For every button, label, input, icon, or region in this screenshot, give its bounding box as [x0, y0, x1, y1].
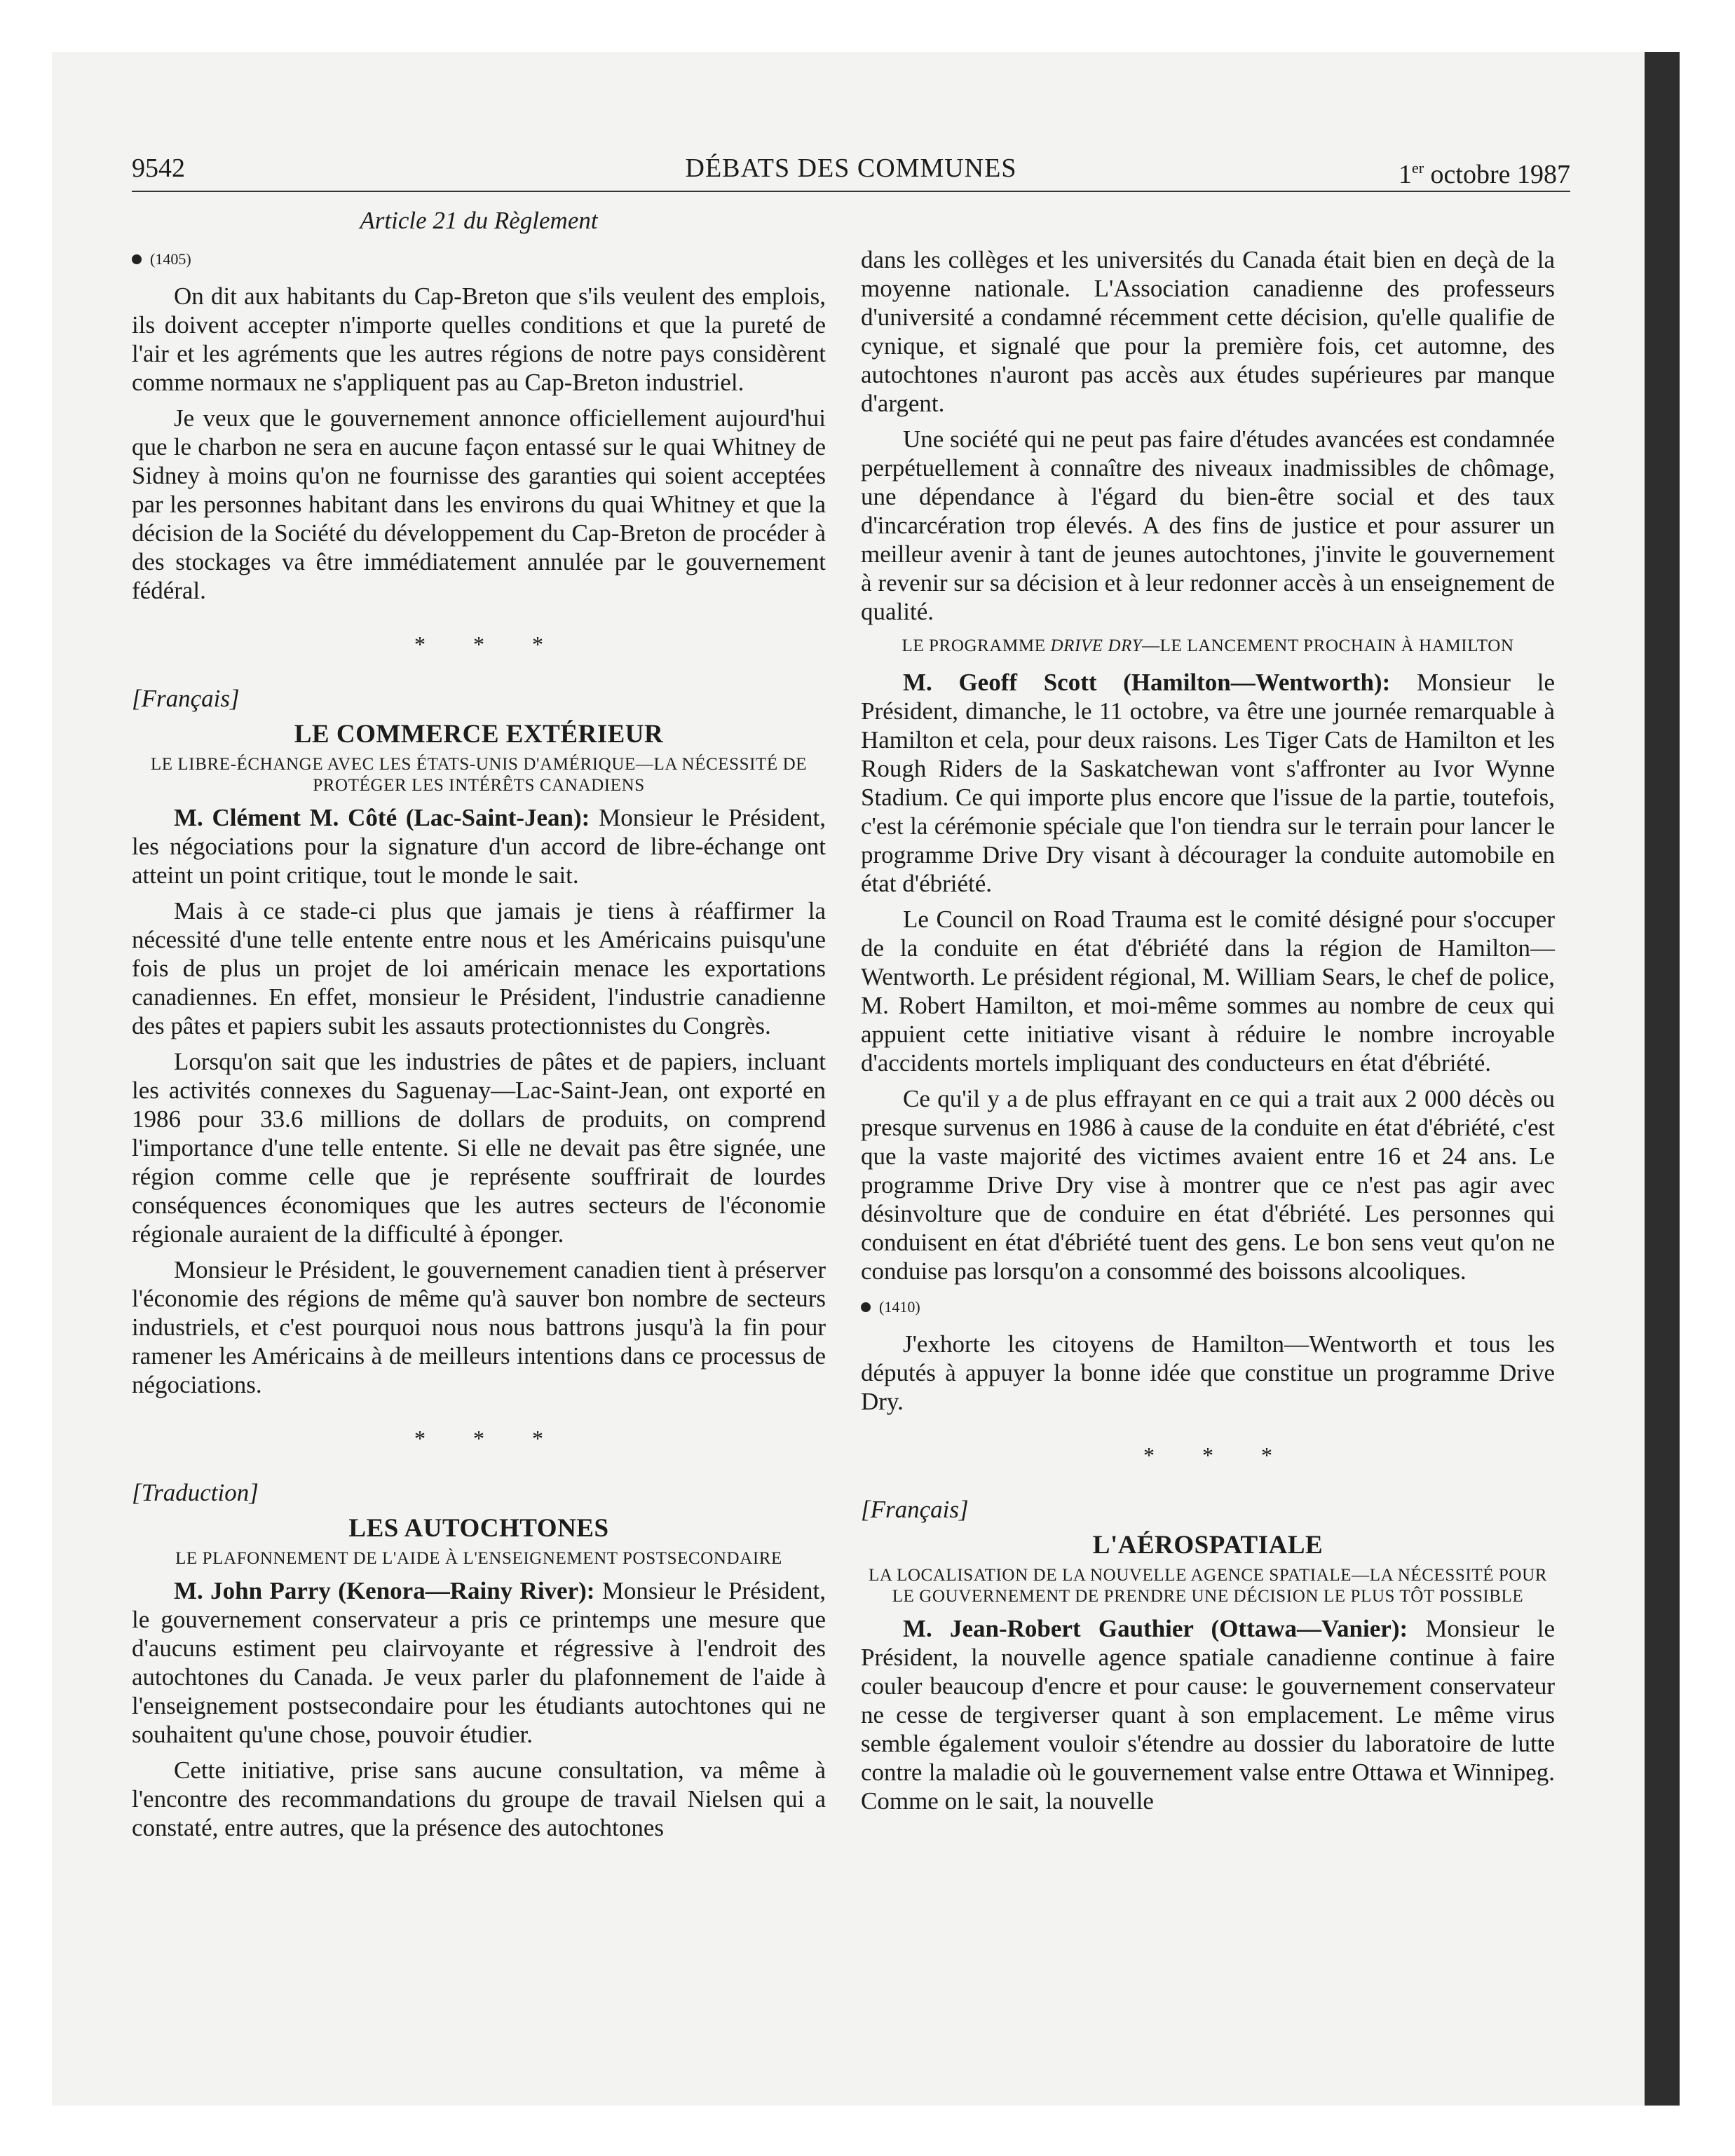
time-stamp: (1410)	[879, 1298, 920, 1316]
subtitle-part: —LE LANCEMENT PROCHAIN À HAMILTON	[1142, 636, 1514, 655]
speaker-name: M. Clément M. Côté (Lac-Saint-Jean):	[174, 804, 590, 831]
speech-text: Monsieur le Président, dimanche, le 11 octobre, va être une journée remarquable à Hamilton et cela, pour deux raisons. Les Tiger Cats de Hamilton et les Rough Riders de la Saskatchewan vont s'affronter au Ivor Wynne Stadium. Ce qui importe plus encore que l'issue de la partie, toutefois, c'est la cérémonie spéciale que l'on tiendra sur le terrain pour lancer le programme Drive Dry visant à décourager la conduite automobile en état d'ébriété.	[861, 669, 1556, 897]
date-month-year: octobre 1987	[1424, 160, 1570, 189]
section-separator: * * *	[1143, 1442, 1293, 1468]
right-column	[861, 196, 1555, 1822]
paragraph: Mais à ce stade-ci plus que jamais je tiens à réaffirmer la nécessité d'une telle entente entre nous et les Américains puisqu'une fois de plus un projet de loi américain menace les exportations canadiennes. En effet, monsieur le Président, l'industrie canadienne des pâtes et papiers subit les assauts protectionnistes du Congrès.	[132, 897, 826, 1039]
rule-caption: Article 21 du Règlement	[360, 207, 598, 234]
bullet-icon	[132, 254, 142, 264]
speech-text: Monsieur le Président, le gouvernement conservateur a pris ce printemps une mesure que d'aucuns estiment peu clairvoyante et régressive à l'endroit des autochtones du Canada. Je veux parler du plafonnement de l'aide à l'enseignement postsecondaire pour les étudiants autochtones qui ne souhaitent qu'une chose, pouvoir étudier.	[132, 1577, 826, 1748]
section-subtitle: LE PLAFONNEMENT DE L'AIDE À L'ENSEIGNEMENT POSTSECONDAIRE	[175, 1549, 782, 1568]
section-subtitle: LE LIBRE-ÉCHANGE AVEC LES ÉTATS-UNIS D'AMÉRIQUE—LA NÉCESSITÉ DE PROTÉGER LES INTÉRÊTS CANADIENS	[150, 755, 808, 795]
section-title: LES AUTOCHTONES	[348, 1514, 609, 1543]
subtitle-program-name: DRIVE DRY	[1050, 636, 1143, 655]
left-column	[132, 196, 826, 1849]
time-marker	[132, 245, 826, 273]
bullet-icon	[861, 1302, 871, 1312]
language-tag: [Français]	[132, 685, 240, 712]
section-subtitle	[868, 636, 1548, 657]
paragraph: J'exhorte les citoyens de Hamilton—Wentworth et tous les députés à appuyer la bonne idée que constitue un programme Drive Dry.	[861, 1330, 1555, 1415]
paragraph: On dit aux habitants du Cap-Breton que s'ils veulent des emplois, ils doivent accepter n'importe quelles conditions et que la pureté de l'air et les agréments que les autres régions de notre pays considèrent comme normaux ne s'appliquent pas au Cap-Breton industriel.	[132, 282, 826, 396]
section-subtitle: LA LOCALISATION DE LA NOUVELLE AGENCE SPATIALE—LA NÉCESSITÉ POUR LE GOUVERNEMENT DE PRENDRE UNE DÉCISION LE PLUS TÔT POSSIBLE	[868, 1566, 1548, 1606]
speech-paragraph	[861, 1614, 1555, 1815]
page-header	[132, 149, 1570, 192]
language-tag: [Français]	[861, 1496, 969, 1523]
publication-title: DÉBATS DES COMMUNES	[685, 153, 1017, 183]
paragraph: Lorsqu'on sait que les industries de pâtes et de papiers, incluant les activités connexes du Saguenay—Lac-Saint-Jean, ont exporté en 1986 pour 33.6 millions de dollars de produits, on comprend l'importance d'une telle entente. Si elle ne devait pas être signée, une région comme celle que je représente souffrirait de lourdes conséquences économiques que les autres secteurs de l'économie régionale auraient de la difficulté à éponger.	[132, 1048, 826, 1248]
section-title: LE COMMERCE EXTÉRIEUR	[294, 720, 664, 749]
scan-edge	[1645, 52, 1680, 2106]
speech-text: Monsieur le Président, la nouvelle agence spatiale canadienne continue à faire couler beaucoup d'encre et pour cause: le gouvernement conservateur ne cesse de tergiverser quant à son emplacement. Le même virus semble également vouloir s'étendre au dossier du laboratoire de lutte contre la maladie où le gouvernement valse entre Ottawa et Winnipeg. Comme on le sait, la nouvelle	[861, 1615, 1555, 1815]
speaker-name: M. Jean-Robert Gauthier (Ottawa—Vanier):	[903, 1615, 1408, 1642]
speaker-name: M. Geoff Scott (Hamilton—Wentworth):	[903, 669, 1391, 696]
paragraph: Le Council on Road Trauma est le comité désigné pour s'occuper de la conduite en état d'ébriété dans la région de Hamilton— Wentworth. Le président régional, M. William Sears, le chef de police, M. Robert Hamilton, et moi-même sommes au nombre de ceux qui appuient cette initiative visant à réduire le nombre incroyable d'accidents mortels impliquant des conducteurs en état d'ébriété.	[861, 906, 1555, 1077]
date-ordinal: er	[1411, 159, 1424, 177]
section-title: L'AÉROSPATIALE	[1092, 1531, 1324, 1560]
time-stamp: (1405)	[150, 250, 191, 268]
page-number: 9542	[132, 153, 185, 183]
paragraph: Ce qu'il y a de plus effrayant en ce qui a trait aux 2 000 décès ou presque survenus en 1986 à cause de la conduite en état d'ébriété, c'est que la vaste majorité des victimes avaient entre 16 et 24 ans. Le programme Drive Dry vise à montrer que ce n'est pas agir avec désinvolture que de conduire en état d'ébriété. Les personnes qui conduisent en état d'ébriété tuent des gens. Le bon sens veut qu'on ne conduise pas lorsqu'on a consommé des boissons alcooliques.	[861, 1085, 1555, 1285]
section-separator: * * *	[414, 632, 564, 657]
time-marker	[861, 1292, 1555, 1321]
paragraph: Monsieur le Président, le gouvernement canadien tient à préserver l'économie des régions de même qu'à sauver bon nombre de secteurs industriels, et c'est pourquoi nous nous battrons jusqu'à la fin pour ramener les Américains à de meilleurs intentions dans ce processus de négociations.	[132, 1256, 826, 1398]
speech-text: Monsieur le Président, les négociations pour la signature d'un accord de libre-échange ont atteint un point critique, tout le monde le sait.	[132, 804, 826, 889]
paragraph: Une société qui ne peut pas faire d'études avancées est condamnée perpétuellement à connaître des niveaux inadmissibles de chômage, une dépendance à l'égard du bien-être social et des taux d'incarcération trop élevés. A des fins de justice et pour assurer un meilleur avenir à tant de jeunes autochtones, j'invite le gouvernement à revenir sur sa décision et à leur redonner accès à un enseignement de qualité.	[861, 425, 1555, 625]
speech-paragraph	[861, 668, 1555, 898]
paragraph: Je veux que le gouvernement annonce officiellement aujourd'hui que le charbon ne sera en aucune façon entassé sur le quai Whitney de Sidney à moins qu'on ne fournisse des garanties qui soient acceptées par les personnes habitant dans les environs du quai Whitney et que la décision de la Société du développement du Cap-Breton de procéder à des stockages va être immédiatement annulée par le gouvernement fédéral.	[132, 404, 826, 604]
subtitle-part: LE PROGRAMME	[901, 636, 1051, 655]
speech-paragraph	[132, 803, 826, 889]
language-tag: [Traduction]	[132, 1479, 259, 1506]
paragraph: dans les collèges et les universités du Canada était bien en deçà de la moyenne nationale. L'Association canadienne des professeurs d'université a condamné récemment cette décision, qu'elle qualifie de cynique, et signalé que pour la première fois, cet automne, des autochtones n'auront pas accès aux études supérieures par manque d'argent.	[861, 246, 1555, 417]
paragraph: Cette initiative, prise sans aucune consultation, va même à l'encontre des recommandations du groupe de travail Nielsen qui a constaté, entre autres, que la présence des autochtones	[132, 1756, 826, 1841]
publication-date	[1399, 149, 1570, 194]
speech-paragraph	[132, 1576, 826, 1749]
date-day: 1	[1398, 160, 1412, 189]
section-separator: * * *	[414, 1426, 564, 1451]
speaker-name: M. John Parry (Kenora—Rainy River):	[174, 1577, 595, 1604]
